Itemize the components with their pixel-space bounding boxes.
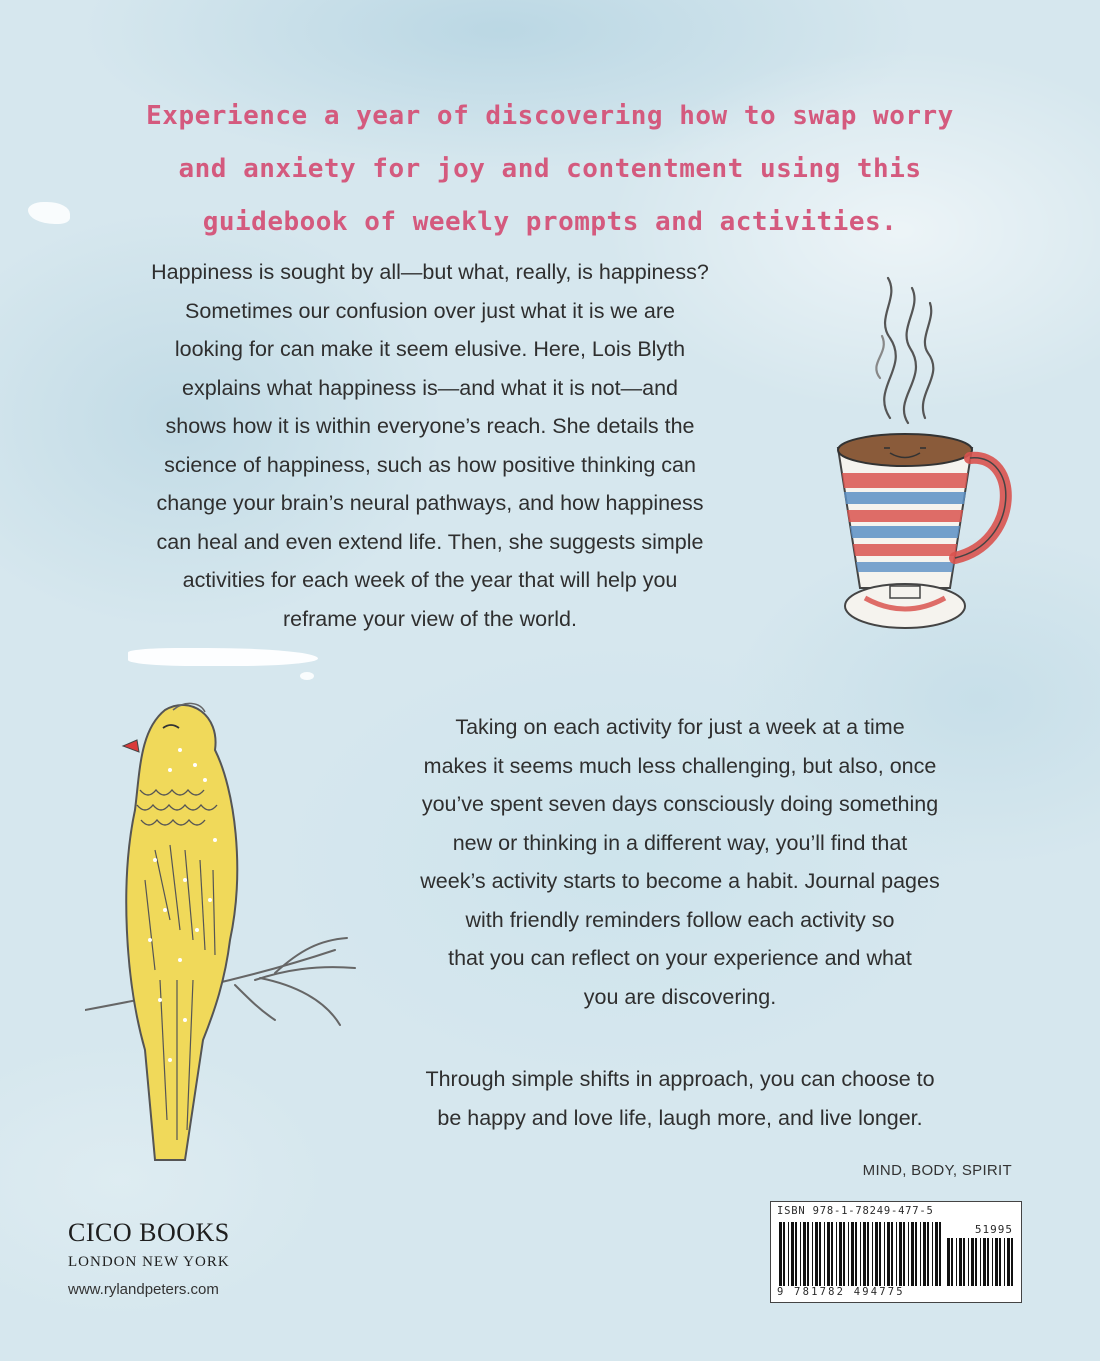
paragraph-line: you are discovering. [583, 984, 777, 1009]
yellow-bird-illustration [85, 680, 385, 1220]
description-paragraph-1 [100, 253, 760, 638]
paragraph-line: change your brain’s neural pathways, and how happiness [156, 491, 704, 515]
tagline [80, 90, 1020, 249]
publisher-cities: LONDON NEW YORK [68, 1254, 230, 1270]
paragraph-line: with friendly reminders follow each activity so [465, 907, 895, 932]
category-label: MIND, BODY, SPIRIT [862, 1162, 1012, 1179]
publisher-block [68, 1218, 230, 1298]
steaming-mug-illustration [820, 258, 1035, 648]
paragraph-line: new or thinking in a different way, you’ll find that [452, 830, 908, 855]
paragraph-line: activities for each week of the year that will help you [182, 568, 678, 592]
paragraph-line: Happiness is sought by all—but what, really, is happiness? [151, 260, 709, 284]
steam-icon [876, 278, 933, 423]
ean-digits-text: 9 781782 494775 [777, 1286, 905, 1298]
publisher-url[interactable]: www.rylandpeters.com [68, 1281, 219, 1298]
description-paragraph-3 [360, 1060, 1000, 1137]
paragraph-line: be happy and love life, laugh more, and live longer. [437, 1105, 923, 1130]
isbn-text: ISBN 978-1-78249-477-5 [777, 1205, 934, 1217]
paragraph-line: that you can reflect on your experience and what [448, 946, 912, 970]
paragraph-line: looking for can make it seem elusive. Here, Lois Blyth [174, 337, 686, 361]
tagline-line: guidebook of weekly prompts and activities. [202, 207, 898, 237]
ean-barcode-icon [779, 1222, 941, 1286]
paragraph-line: Through simple shifts in approach, you can choose to [425, 1067, 935, 1091]
paragraph-line: week’s activity starts to become a habit. Journal pages [420, 869, 940, 893]
paper-tear-small [300, 672, 314, 680]
tagline-line: Experience a year of discovering how to swap worry [146, 101, 954, 131]
description-paragraph-2 [360, 708, 1000, 1016]
tagline-line: and anxiety for joy and contentment using this [178, 154, 922, 184]
barcode-box [770, 1201, 1022, 1303]
publisher-name: CICO BOOKS [68, 1218, 230, 1247]
price-code-text: 51995 [974, 1223, 1013, 1236]
paragraph-line: reframe your view of the world. [283, 606, 577, 631]
price-barcode-icon [947, 1238, 1013, 1286]
paragraph-line: can heal and even extend life. Then, she suggests simple [156, 529, 704, 554]
mug-icon [838, 434, 1006, 628]
paper-tear-mid [128, 648, 318, 666]
paragraph-line: you’ve spent seven days consciously doing something [421, 792, 939, 816]
paragraph-line: makes it seems much less challenging, but also, once [423, 753, 937, 778]
bird-icon [123, 703, 237, 1160]
paragraph-line: Sometimes our confusion over just what it is we are [185, 298, 675, 323]
paragraph-line: explains what happiness is—and what it is not—and [182, 375, 678, 400]
paper-tear-left [28, 202, 70, 224]
paragraph-line: Taking on each activity for just a week at a time [455, 715, 905, 739]
paragraph-line: science of happiness, such as how positive thinking can [164, 452, 696, 477]
paragraph-line: shows how it is within everyone’s reach. She details the [165, 414, 695, 438]
